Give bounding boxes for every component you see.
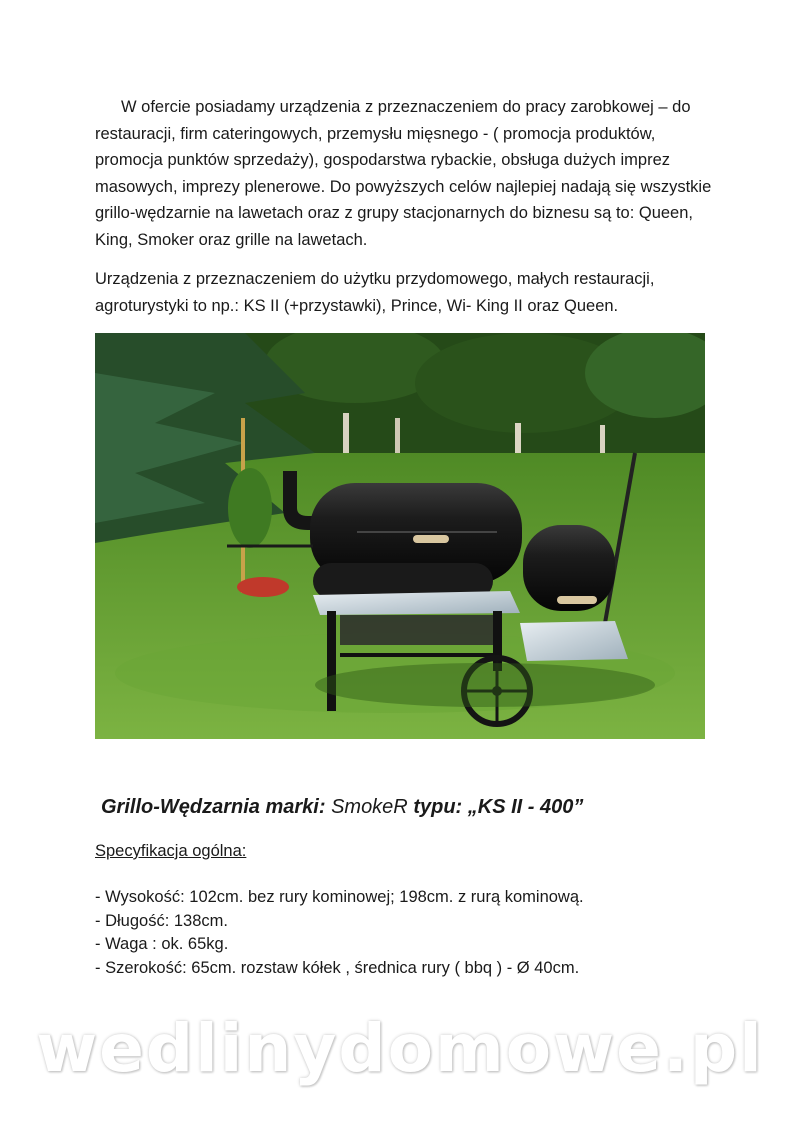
spec-heading: Specyfikacja ogólna: bbox=[95, 842, 247, 860]
spec-height: - Wysokość: 102cm. bez rury kominowej; 198cm. z rurą kominową. bbox=[95, 888, 584, 906]
home-use-paragraph: Urządzenia z przeznaczeniem do użytku przydomowego, małych restauracji, agroturystyki to np.: KS II (+przystawki), Prince, Wi- King II oraz Queen. bbox=[95, 270, 655, 315]
spec-weight: - Waga : ok. 65kg. bbox=[95, 935, 229, 953]
title-brand: SmokeR bbox=[331, 796, 408, 818]
spec-list bbox=[95, 886, 584, 980]
spec-length: - Długość: 138cm. bbox=[95, 911, 228, 930]
spec-width: - Szerokość: 65cm. rozstaw kółek , średnica rury ( bbq ) - Ø 40cm. bbox=[95, 958, 580, 977]
title-model: typu: „KS II - 400” bbox=[407, 796, 584, 818]
product-title bbox=[101, 796, 583, 819]
grill-smoker-photo bbox=[95, 333, 705, 739]
watermark: wedlinydomowe.pl bbox=[36, 1010, 764, 1087]
intro-paragraph: W ofercie posiadamy urządzenia z przeznaczeniem do pracy zarobkowej – do restauracji, firm cateringowych, przemysłu mięsnego - ( promocja produktów, promocja punktów sprzedaży), gospodarstwa rybackie, obsługa dużych imprez masowych, imprezy plenerowe. Do powyższych celów najlepiej nadają się wszystkie grillo-wędzarnie na lawetach oraz z grupy stacjonarnych do biznesu są to: Queen, King, Smoker oraz grille na lawetach. bbox=[95, 98, 712, 249]
title-prefix: Grillo-Wędzarnia marki: bbox=[101, 796, 332, 818]
